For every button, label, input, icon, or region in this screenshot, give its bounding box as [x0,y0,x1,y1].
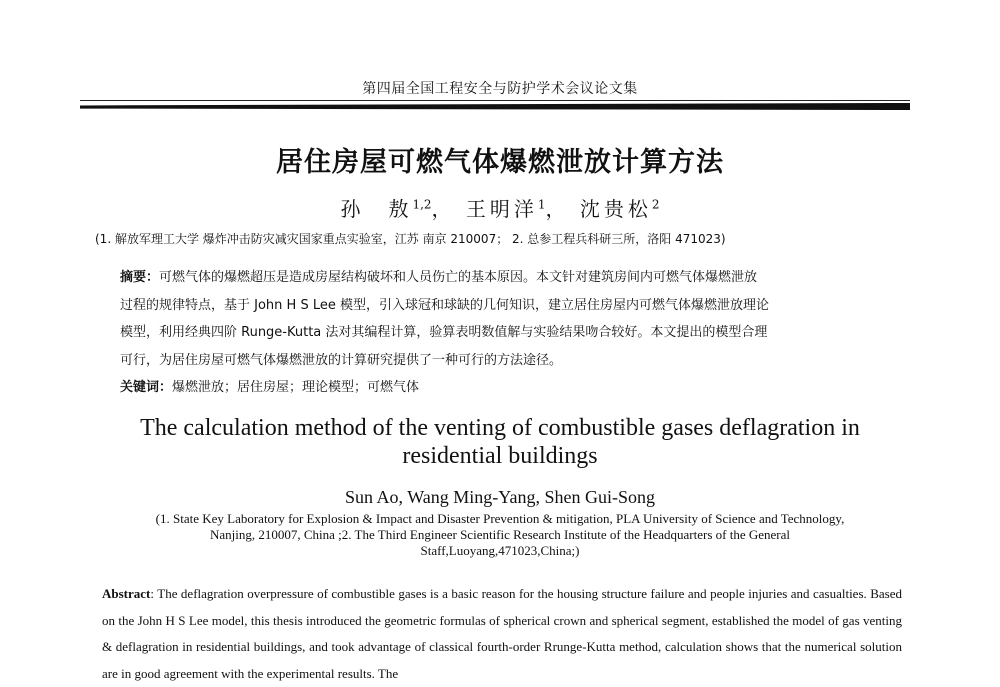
abstract-chinese [120,264,880,402]
abstract-cn-text: 可燃气体的爆燃超压是造成房屋结构破坏和人员伤亡的基本原因。本文针对建筑房间内可燃气体爆燃泄放 [159,270,758,285]
abstract-cn-line: 模型，利用经典四阶 Runge-Kutta 法对其编程计算，验算表明数值解与实验结果吻合较好。本文提出的模型合理 [120,325,768,340]
authors-chinese [0,193,1000,222]
header-rule-thin [80,100,910,101]
author-name: 王明洋 [465,197,538,221]
abstract-en-label: Abstract [102,586,151,601]
affiliation-chinese: (1. 解放军理工大学 爆炸冲击防灾减灾国家重点实验室，江苏 南京 210007； 2. 总参工程兵科研三所，洛阳 471023) [95,232,726,246]
author-affiliation-mark: 1,2 [412,197,432,212]
affiliation-en-line: (1. State Key Laboratory for Explosion & Impact and Disaster Prevention & mitigation, PLA University of Science and Technology, [155,511,845,526]
keywords-cn [120,374,880,402]
author-separator: ， [545,197,570,221]
header-rule-thick [80,103,910,110]
abstract-cn-line: 可行，为居住房屋可燃气体爆燃泄放的计算研究提供了一种可行的方法途径。 [120,352,563,368]
author-name: 孙 敖 [340,197,413,221]
abstract-english [102,581,902,687]
abstract-cn-line [120,264,880,292]
abstract-cn-label: 摘要： [120,270,160,285]
title-en-line: The calculation method of the venting of combustible gases deflagration in [140,415,860,441]
author-separator: ， [431,197,456,221]
running-header: 第四届全国工程安全与防护学术会议论文集 [362,81,638,97]
abstract-en-text: The deflagration overpressure of combustible gases is a basic reason for the housing structure failure and people injuries and casualties. Based on the John H S Lee model, this thesis introduced the geometric formulas of spherical crown and spherical segment, established the model of gas venting & deflagration in residential buildings, and took advantage of classical fourth-order Rrunge-Kutta method, calculation shows that the numerical solution are in good agreement with the experimental results. The [102,586,902,681]
author-affiliation-mark: 1 [537,197,546,212]
author-affiliation-mark: 2 [651,197,660,212]
affiliation-en-line: Staff,Luoyang,471023,China;) [420,543,580,558]
keywords-cn-label: 关键词： [120,380,173,395]
author-name: 沈贵松 [579,197,652,221]
keywords-cn-text: 爆燃泄放；居住房屋；理论模型；可燃气体 [172,380,420,395]
affiliation-english [70,511,930,559]
paper-title-chinese: 居住房屋可燃气体爆燃泄放计算方法 [276,147,724,178]
abstract-cn-line: 过程的规律特点，基于 John H S Lee 模型，引入球冠和球缺的几何知识，建立居住房屋内可燃气体爆燃泄放理论 [120,297,769,313]
authors-english: Sun Ao, Wang Ming-Yang, Shen Gui-Song [345,487,655,507]
affiliation-en-line: Nanjing, 210007, China ;2. The Third Engineer Scientific Research Institute of the Headquarters of the General [209,527,790,542]
paper-title-english [0,414,1000,470]
title-en-line: residential buildings [402,443,598,469]
abstract-en-colon: : [150,586,158,601]
